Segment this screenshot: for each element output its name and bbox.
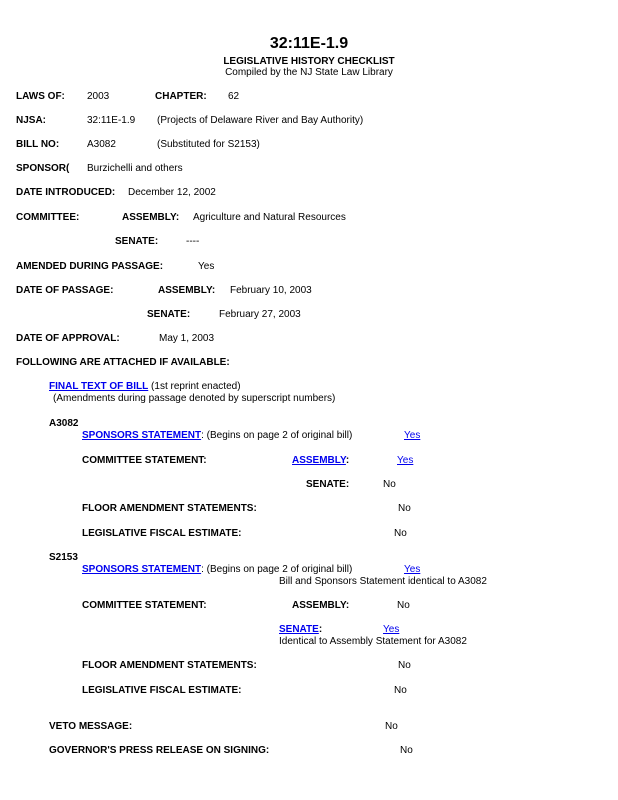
date-approval-label: DATE OF APPROVAL: bbox=[16, 333, 120, 344]
njsa-value: 32:11E-1.9 bbox=[87, 115, 136, 126]
a3082-floor-value: No bbox=[398, 503, 411, 514]
final-text-link[interactable]: FINAL TEXT OF BILL bbox=[49, 381, 149, 392]
document-subtitle: LEGISLATIVE HISTORY CHECKLIST bbox=[223, 56, 395, 67]
s2153-senate-colon: : bbox=[318, 624, 323, 635]
s2153-fiscal-label: LEGISLATIVE FISCAL ESTIMATE: bbox=[82, 685, 242, 696]
veto-label: VETO MESSAGE: bbox=[49, 721, 133, 732]
committee-senate-label: SENATE: bbox=[115, 236, 159, 247]
date-introduced-value: December 12, 2002 bbox=[128, 187, 216, 198]
chapter-value: 62 bbox=[228, 91, 240, 102]
passage-assembly-label: ASSEMBLY: bbox=[158, 285, 216, 296]
a3082-label: A3082 bbox=[49, 418, 79, 429]
s2153-senate-link[interactable]: SENATE bbox=[279, 624, 319, 635]
final-text-note: (1st reprint enacted) bbox=[151, 381, 241, 392]
date-approval-value: May 1, 2003 bbox=[159, 333, 215, 344]
committee-assembly-value: Agriculture and Natural Resources bbox=[193, 212, 346, 223]
a3082-committee-label: COMMITTEE STATEMENT: bbox=[82, 455, 207, 466]
attached-heading: FOLLOWING ARE ATTACHED IF AVAILABLE: bbox=[16, 357, 230, 368]
press-release-label: GOVERNOR'S PRESS RELEASE ON SIGNING: bbox=[49, 745, 270, 756]
a3082-assembly-yes-link[interactable]: Yes bbox=[397, 455, 414, 466]
s2153-assembly-label: ASSEMBLY: bbox=[292, 600, 350, 611]
passage-senate-value: February 27, 2003 bbox=[219, 309, 301, 320]
a3082-sponsors-yes-link[interactable]: Yes bbox=[404, 430, 421, 441]
s2153-floor-label: FLOOR AMENDMENT STATEMENTS: bbox=[82, 660, 257, 671]
laws-of-label: LAWS OF: bbox=[16, 91, 65, 102]
s2153-sponsors-yes-link[interactable]: Yes bbox=[404, 564, 421, 575]
date-introduced-label: DATE INTRODUCED: bbox=[16, 187, 116, 198]
s2153-sponsors-row bbox=[82, 564, 352, 576]
njsa-label: NJSA: bbox=[16, 115, 47, 126]
a3082-sponsors-note: : (Begins on page 2 of original bill) bbox=[201, 430, 353, 441]
s2153-committee-label: COMMITTEE STATEMENT: bbox=[82, 600, 207, 611]
a3082-senate-label: SENATE: bbox=[306, 479, 350, 490]
s2153-senate-identical-note: Identical to Assembly Statement for A3082 bbox=[279, 636, 467, 647]
amendments-note: (Amendments during passage denoted by superscript numbers) bbox=[53, 393, 336, 404]
s2153-sponsors-note: : (Begins on page 2 of original bill) bbox=[201, 564, 353, 575]
sponsor-label: SPONSOR( bbox=[16, 163, 70, 174]
amended-value: Yes bbox=[198, 261, 215, 272]
amended-label: AMENDED DURING PASSAGE: bbox=[16, 261, 164, 272]
s2153-senate-row bbox=[279, 624, 322, 636]
bill-no-note: (Substituted for S2153) bbox=[157, 139, 260, 150]
press-release-value: No bbox=[400, 745, 413, 756]
s2153-fiscal-value: No bbox=[394, 685, 407, 696]
s2153-sponsors-identical-note: Bill and Sponsors Statement identical to A3082 bbox=[279, 576, 487, 587]
page-title: 32:11E-1.9 bbox=[269, 35, 349, 52]
committee-label: COMMITTEE: bbox=[16, 212, 80, 223]
s2153-floor-value: No bbox=[398, 660, 411, 671]
date-passage-label: DATE OF PASSAGE: bbox=[16, 285, 114, 296]
a3082-fiscal-label: LEGISLATIVE FISCAL ESTIMATE: bbox=[82, 528, 242, 539]
bill-no-value: A3082 bbox=[87, 139, 116, 150]
a3082-fiscal-value: No bbox=[394, 528, 407, 539]
s2153-sponsors-statement-link[interactable]: SPONSORS STATEMENT bbox=[82, 564, 202, 575]
committee-senate-value: ---- bbox=[186, 236, 200, 247]
s2153-label: S2153 bbox=[49, 552, 78, 563]
s2153-assembly-value: No bbox=[397, 600, 410, 611]
compiled-by: Compiled by the NJ State Law Library bbox=[225, 67, 393, 78]
veto-value: No bbox=[385, 721, 398, 732]
laws-of-value: 2003 bbox=[87, 91, 110, 102]
a3082-assembly-row bbox=[292, 455, 349, 467]
a3082-assembly-link[interactable]: ASSEMBLY bbox=[292, 455, 346, 466]
a3082-senate-value: No bbox=[383, 479, 396, 490]
a3082-assembly-colon: : bbox=[345, 455, 350, 466]
a3082-sponsors-row bbox=[82, 430, 352, 442]
committee-assembly-label: ASSEMBLY: bbox=[122, 212, 180, 223]
chapter-label: CHAPTER: bbox=[155, 91, 207, 102]
s2153-senate-yes-link[interactable]: Yes bbox=[383, 624, 400, 635]
passage-senate-label: SENATE: bbox=[147, 309, 191, 320]
final-text-row bbox=[49, 381, 241, 393]
a3082-floor-label: FLOOR AMENDMENT STATEMENTS: bbox=[82, 503, 257, 514]
sponsor-value: Burzichelli and others bbox=[87, 163, 183, 174]
a3082-sponsors-statement-link[interactable]: SPONSORS STATEMENT bbox=[82, 430, 202, 441]
passage-assembly-value: February 10, 2003 bbox=[230, 285, 312, 296]
njsa-note: (Projects of Delaware River and Bay Authority) bbox=[157, 115, 364, 126]
bill-no-label: BILL NO: bbox=[16, 139, 60, 150]
